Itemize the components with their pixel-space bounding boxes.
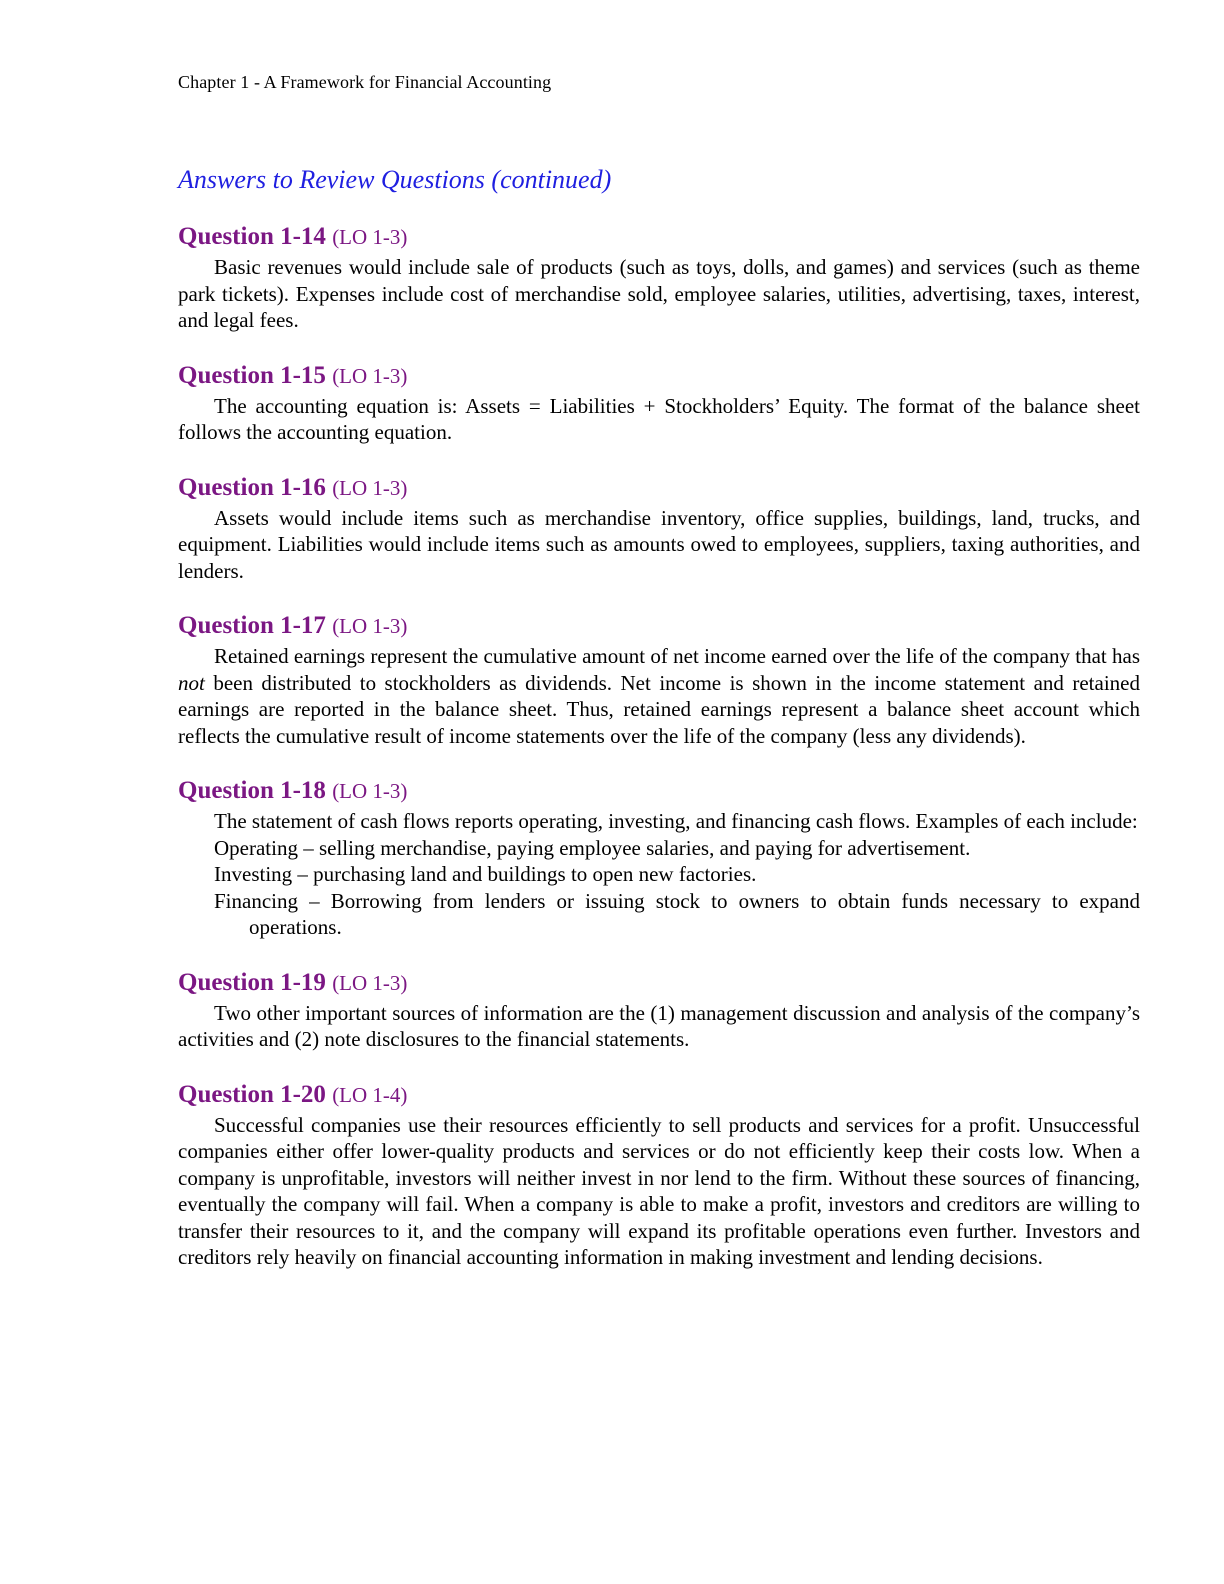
question-1-15 — [178, 359, 1140, 446]
emphasis-text: not — [178, 670, 205, 695]
question-1-16 — [178, 471, 1140, 585]
answer-text: Assets would include items such as merchandise inventory, office supplies, buildings, land, trucks, and equipment. Liabilities would include items such as amounts owed to employees, suppliers, taxing authorities, and lenders. — [178, 505, 1140, 583]
question-1-19 — [178, 966, 1140, 1053]
example-item-operating: Operating – selling merchandise, paying employee salaries, and paying for advertisement. — [214, 835, 971, 860]
question-title: Question 1-14 — [178, 223, 326, 250]
question-heading — [178, 1078, 1140, 1112]
answer-text: Two other important sources of information are the (1) management discussion and analysis of the company’s activities and (2) note disclosures to the financial statements. — [178, 1000, 1140, 1051]
question-title: Question 1-16 — [178, 473, 326, 501]
answer-text-part: Retained earnings represent the cumulative amount of net income earned over the life of the company that has — [214, 644, 1140, 668]
question-1-20 — [178, 1078, 1140, 1271]
question-1-14 — [178, 220, 1140, 334]
question-title: Question 1-17 — [178, 612, 326, 639]
answer-text: The statement of cash flows reports operating, investing, and financing cash flows. Examples of each include: — [214, 809, 1138, 833]
learning-objective: (LO 1-4) — [332, 1082, 408, 1107]
learning-objective: (LO 1-3) — [332, 363, 408, 388]
question-heading — [178, 359, 1140, 393]
example-item-investing: Investing – purchasing land and buildings to open new factories. — [214, 862, 757, 886]
answer-text: The accounting equation is: Assets = Liabilities + Stockholders’ Equity. The format of the balance sheet follows the accounting equation. — [178, 393, 1140, 444]
question-heading — [178, 966, 1140, 1000]
question-heading — [178, 220, 1140, 254]
answer-text — [178, 643, 1140, 749]
question-1-17 — [178, 609, 1140, 749]
question-title: Question 1-18 — [178, 777, 326, 804]
answer-text: Successful companies use their resources efficiently to sell products and services for a profit. Unsuccessful companies either offer lower-quality products and services or do not efficiently keep their costs low. When a company is unprofitable, investors will neither invest in nor lend to the firm. Without these sources of financing, eventually the company will fail. When a company is able to make a profit, investors and creditors are willing to transfer their resources to it, and the company will expand its profitable operations even further. Investors and creditors rely heavily on financial accounting information in making investment and lending decisions. — [178, 1112, 1140, 1269]
example-item-financing: Financing – Borrowing from lenders or issuing stock to owners to obtain funds necessary to expand operations. — [214, 888, 1140, 939]
question-title: Question 1-15 — [178, 361, 326, 389]
learning-objective: (LO 1-3) — [332, 225, 408, 249]
learning-objective: (LO 1-3) — [332, 614, 408, 638]
running-header: Chapter 1 - A Framework for Financial Accounting — [178, 72, 552, 92]
question-title: Question 1-20 — [178, 1080, 326, 1108]
answer-text-part: been distributed to stockholders as dividends. Net income is shown in the income statement and retained earnings are reported in the balance sheet. Thus, retained earnings represent a balance sheet account which reflects the cumulative result of income statements over the life of the company (less any dividends). — [178, 670, 1140, 748]
question-heading — [178, 774, 1140, 808]
learning-objective: (LO 1-3) — [332, 779, 408, 803]
questions-list — [178, 220, 1140, 1296]
answer-text: Basic revenues would include sale of products (such as toys, dolls, and games) and services (such as theme park tickets). Expenses include cost of merchandise sold, employee salaries, utilities, advertising, taxes, interest, and legal fees. — [178, 255, 1140, 332]
question-heading — [178, 471, 1140, 505]
learning-objective: (LO 1-3) — [332, 475, 408, 500]
section-title: Answers to Review Questions (continued) — [178, 165, 612, 194]
learning-objective: (LO 1-3) — [332, 970, 408, 995]
question-title: Question 1-19 — [178, 968, 326, 996]
question-heading — [178, 609, 1140, 643]
question-1-18 — [178, 774, 1140, 941]
